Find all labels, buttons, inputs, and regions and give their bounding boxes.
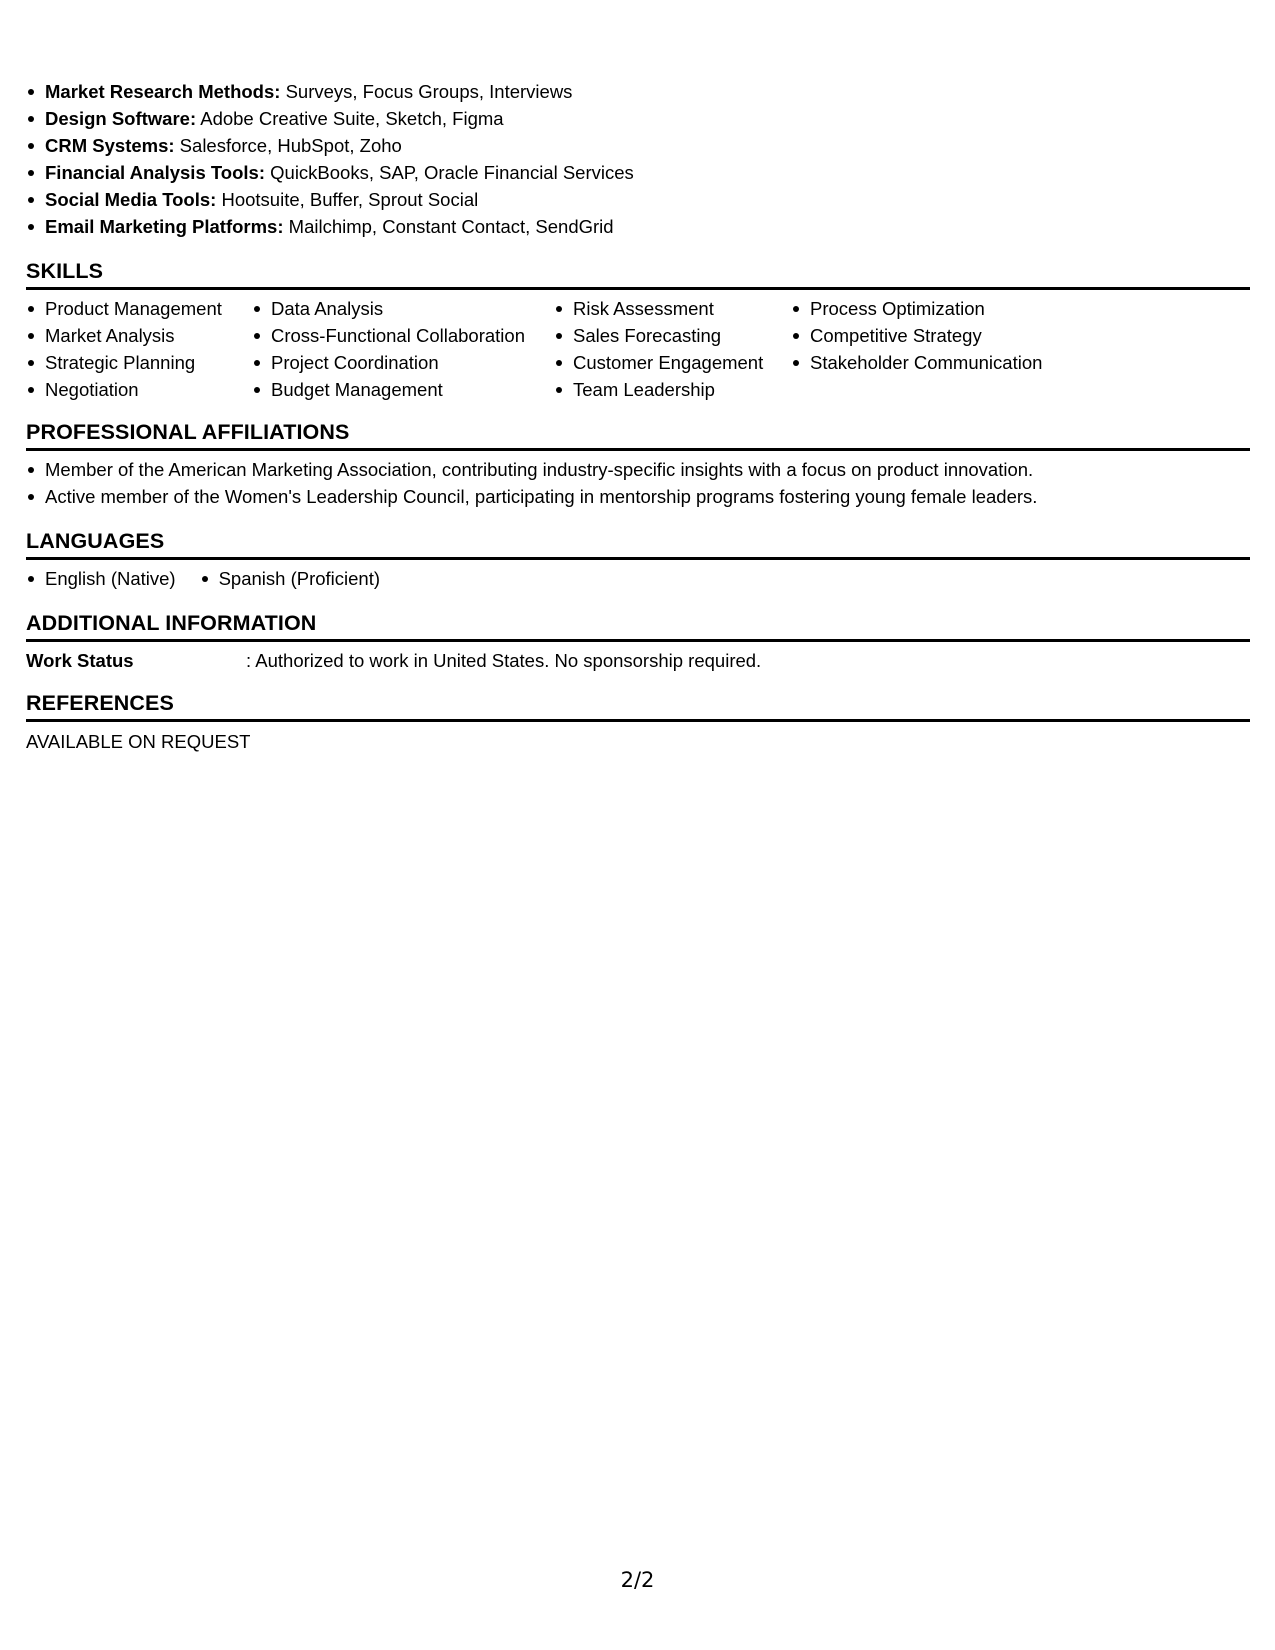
skills-column bbox=[791, 295, 1051, 403]
section-title-skills: SKILLS bbox=[26, 256, 1250, 290]
list-item: Budget Management bbox=[252, 376, 554, 403]
tool-value: QuickBooks, SAP, Oracle Financial Services bbox=[265, 162, 634, 183]
skills-grid bbox=[26, 295, 1250, 403]
tool-label: Social Media Tools: bbox=[45, 189, 217, 210]
work-status-label: Work Status bbox=[26, 650, 134, 671]
list-item: Sales Forecasting bbox=[554, 322, 791, 349]
list-item: Process Optimization bbox=[791, 295, 1051, 322]
page-number: 2/2 bbox=[620, 1568, 655, 1592]
references-text: AVAILABLE ON REQUEST bbox=[26, 731, 251, 752]
tool-label: Financial Analysis Tools: bbox=[45, 162, 265, 183]
list-item: Project Coordination bbox=[252, 349, 554, 376]
list-item: Competitive Strategy bbox=[791, 322, 1051, 349]
tool-value: Hootsuite, Buffer, Sprout Social bbox=[216, 189, 479, 210]
list-item: Active member of the Women's Leadership Council, participating in mentorship programs fostering young female leaders. bbox=[26, 483, 1250, 510]
tool-value: Mailchimp, Constant Contact, SendGrid bbox=[283, 216, 614, 237]
tool-value: Adobe Creative Suite, Sketch, Figma bbox=[196, 108, 504, 129]
section-title-languages: LANGUAGES bbox=[26, 526, 1250, 560]
work-status-row bbox=[26, 647, 1250, 674]
additional-section bbox=[26, 608, 1250, 674]
list-item: Negotiation bbox=[26, 376, 252, 403]
list-item: Cross-Functional Collaboration bbox=[252, 322, 554, 349]
list-item: Spanish (Proficient) bbox=[200, 565, 380, 592]
section-title-references: REFERENCES bbox=[26, 688, 1250, 722]
list-item bbox=[26, 105, 1250, 132]
list-item bbox=[26, 159, 1250, 186]
tool-value: Surveys, Focus Groups, Interviews bbox=[280, 81, 573, 102]
skills-column bbox=[554, 295, 791, 403]
skills-section bbox=[26, 256, 1250, 403]
languages-list bbox=[26, 565, 404, 592]
tools-list bbox=[26, 78, 1250, 240]
list-item bbox=[26, 132, 1250, 159]
list-item: Team Leadership bbox=[554, 376, 791, 403]
list-item: Data Analysis bbox=[252, 295, 554, 322]
list-item bbox=[26, 78, 1250, 105]
list-item: Market Analysis bbox=[26, 322, 252, 349]
affiliations-section bbox=[26, 417, 1250, 510]
skills-column bbox=[252, 295, 554, 403]
tool-label: CRM Systems: bbox=[45, 135, 175, 156]
list-item: Customer Engagement bbox=[554, 349, 791, 376]
work-status-value: : Authorized to work in United States. No sponsorship required. bbox=[246, 650, 762, 671]
tool-label: Market Research Methods: bbox=[45, 81, 281, 102]
section-title-affiliations: PROFESSIONAL AFFILIATIONS bbox=[26, 417, 1250, 451]
resume-page bbox=[26, 78, 1250, 755]
references-section bbox=[26, 688, 1250, 755]
list-item: Strategic Planning bbox=[26, 349, 252, 376]
tool-label: Design Software: bbox=[45, 108, 197, 129]
tool-value: Salesforce, HubSpot, Zoho bbox=[174, 135, 402, 156]
languages-section bbox=[26, 526, 1250, 592]
list-item bbox=[26, 213, 1250, 240]
list-item bbox=[26, 186, 1250, 213]
section-title-additional: ADDITIONAL INFORMATION bbox=[26, 608, 1250, 642]
list-item: English (Native) bbox=[26, 565, 176, 592]
affiliations-list bbox=[26, 456, 1250, 510]
list-item: Stakeholder Communication bbox=[791, 349, 1051, 376]
tool-label: Email Marketing Platforms: bbox=[45, 216, 284, 237]
list-item: Product Management bbox=[26, 295, 252, 322]
list-item: Risk Assessment bbox=[554, 295, 791, 322]
list-item: Member of the American Marketing Association, contributing industry-specific insights with a focus on product innovation. bbox=[26, 456, 1250, 483]
skills-column bbox=[26, 295, 252, 403]
languages-row bbox=[26, 565, 1250, 592]
